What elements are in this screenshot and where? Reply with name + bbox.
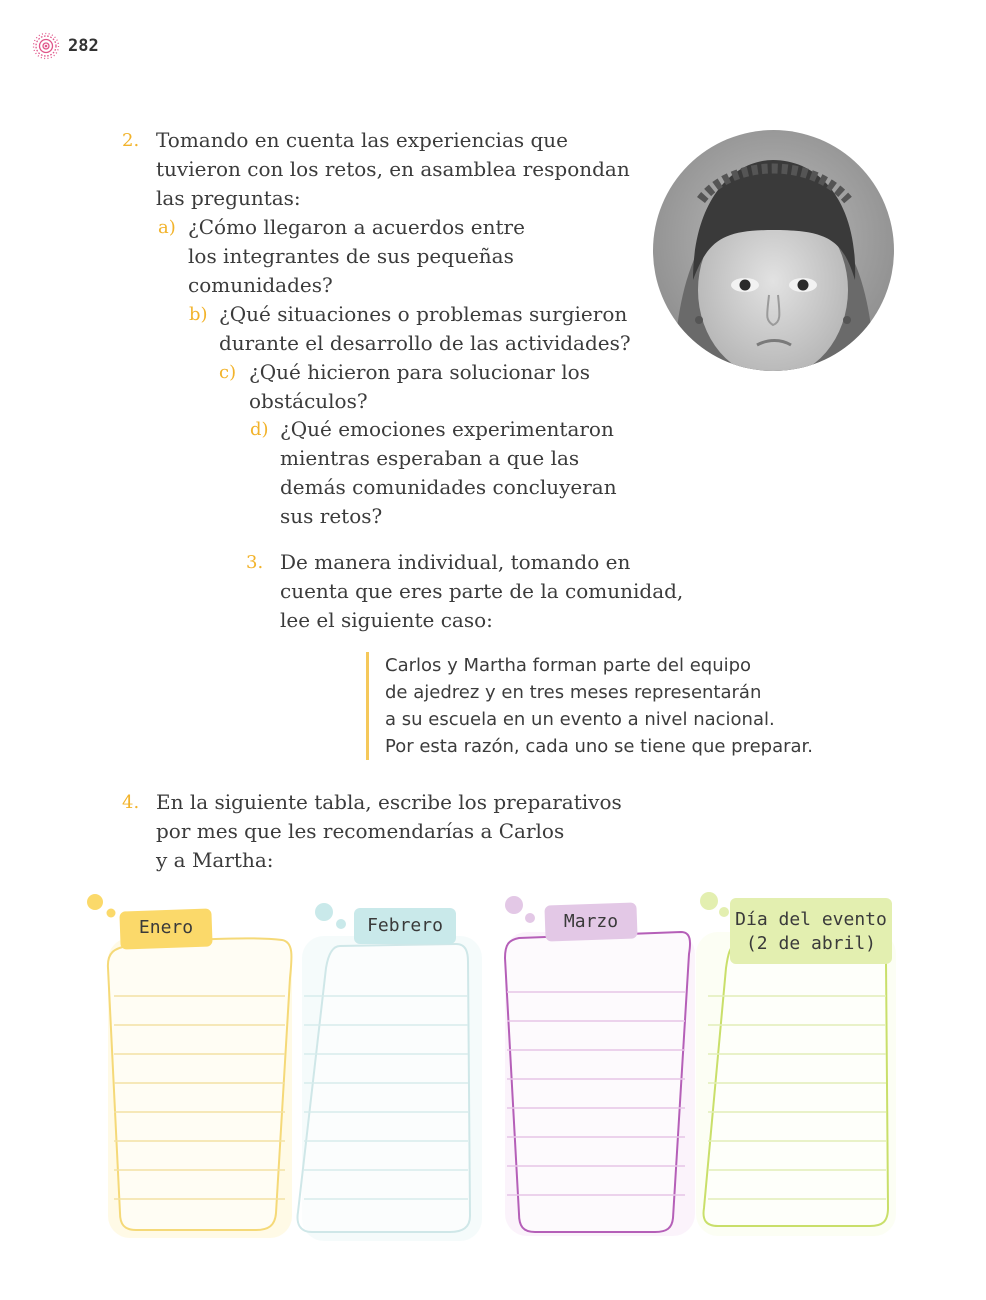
month-column-dia-del-evento — [690, 888, 900, 1243]
question-line: tuvieron con los retos, en asamblea respondan — [156, 157, 630, 181]
mandala-icon — [32, 32, 60, 60]
question-line: por mes que les recomendarías a Carlos — [156, 819, 565, 843]
item-line: comunidades? — [188, 273, 333, 297]
question-4 — [122, 788, 622, 875]
question-number: 4. — [122, 792, 140, 813]
item-line: ¿Qué emociones experimentaron — [280, 417, 614, 441]
item-letter: c) — [219, 362, 237, 383]
month-label: Marzo — [563, 911, 619, 932]
question-3 — [246, 548, 684, 635]
quote-line: Por esta razón, cada uno se tiene que preparar. — [385, 736, 814, 757]
column-graphic — [290, 896, 490, 1251]
question-2c — [219, 358, 590, 416]
column-graphic — [495, 888, 700, 1243]
student-photo — [653, 130, 894, 371]
quote-line: de ajedrez y en tres meses representarán — [385, 682, 762, 703]
question-2 — [122, 126, 630, 213]
question-line: y a Martha: — [156, 848, 274, 872]
item-line: durante el desarrollo de las actividades? — [219, 331, 631, 355]
quote-line: Carlos y Martha forman parte del equipo — [385, 655, 752, 676]
item-line: los integrantes de sus pequeñas — [188, 244, 514, 268]
question-2b — [189, 300, 631, 358]
month-label: Febrero — [367, 915, 443, 936]
item-line: obstáculos? — [249, 389, 368, 413]
month-column-marzo — [495, 888, 700, 1243]
question-number: 3. — [246, 552, 264, 573]
question-number: 2. — [122, 130, 140, 151]
question-line: Tomando en cuenta las experiencias que — [156, 128, 569, 152]
page-header — [32, 32, 99, 60]
item-line: sus retos? — [280, 504, 383, 528]
quote-line: a su escuela en un evento a nivel nacional. — [385, 709, 775, 730]
month-column-febrero — [290, 896, 490, 1251]
question-2d — [250, 415, 617, 531]
question-line: De manera individual, tomando en — [280, 550, 631, 574]
item-line: demás comunidades concluyeran — [280, 475, 617, 499]
question-line: lee el siguiente caso: — [280, 608, 493, 632]
question-line: las preguntas: — [156, 186, 301, 210]
page-number: 282 — [68, 36, 99, 56]
item-line: ¿Qué hicieron para solucionar los — [249, 360, 590, 384]
question-line: En la siguiente tabla, escribe los preparativos — [156, 790, 622, 814]
question-2a — [158, 213, 525, 300]
item-line: mientras esperaban a que las — [280, 446, 580, 470]
question-line: cuenta que eres parte de la comunidad, — [280, 579, 684, 603]
month-label: Día del evento (2 de abril) — [735, 909, 887, 954]
item-letter: a) — [158, 217, 176, 238]
month-label: Enero — [138, 917, 194, 938]
column-graphic — [80, 888, 305, 1243]
month-column-enero — [80, 888, 305, 1243]
item-letter: b) — [189, 304, 208, 325]
item-line: ¿Cómo llegaron a acuerdos entre — [188, 215, 525, 239]
item-line: ¿Qué situaciones o problemas surgieron — [219, 302, 628, 326]
item-letter: d) — [250, 419, 269, 440]
case-quote — [366, 652, 905, 760]
